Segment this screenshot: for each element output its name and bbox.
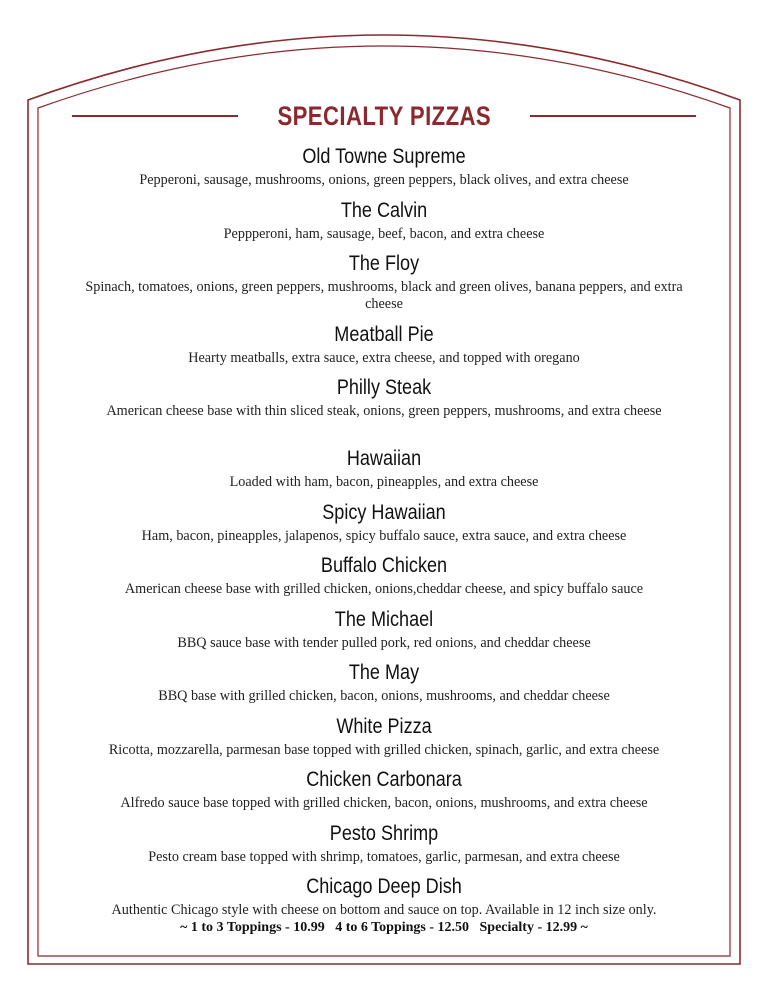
- pizza-item: [74, 875, 694, 919]
- pizza-item: [74, 715, 694, 759]
- pizza-item: [74, 323, 694, 367]
- pizza-description: BBQ sauce base with tender pulled pork, red onions, and cheddar cheese: [177, 635, 591, 651]
- pizza-name: White Pizza: [336, 715, 432, 738]
- pizza-description: American cheese base with thin sliced steak, onions, green peppers, mushrooms, and extra cheese: [106, 403, 662, 419]
- pizza-item: [74, 822, 694, 866]
- pizza-description: Peppperoni, ham, sausage, beef, bacon, and extra cheese: [223, 226, 545, 242]
- pizza-name: Chicago Deep Dish: [306, 875, 462, 898]
- pizza-item: [74, 501, 694, 545]
- pizza-item: [74, 661, 694, 705]
- pricing-line: ~ 1 to 3 Toppings - 10.99 4 to 6 Toppings - 12.50 Specialty - 12.99 ~: [180, 920, 588, 935]
- pizza-description: Pepperoni, sausage, mushrooms, onions, green peppers, black olives, and extra cheese: [139, 172, 629, 188]
- pizza-item: [74, 376, 694, 420]
- pizza-name: Buffalo Chicken: [320, 554, 448, 577]
- pizza-name: Old Towne Supreme: [302, 145, 466, 168]
- pizza-name: Philly Steak: [336, 376, 432, 399]
- pizza-item: [74, 145, 694, 189]
- pizza-description: Ricotta, mozzarella, parmesan base topped with grilled chicken, spinach, garlic, and extra cheese: [108, 742, 660, 758]
- pizza-name: The May: [348, 661, 420, 684]
- pizza-description: BBQ base with grilled chicken, bacon, onions, mushrooms, and cheddar cheese: [158, 688, 610, 704]
- pizza-description: Ham, bacon, pineapples, jalapenos, spicy buffalo sauce, extra sauce, and extra cheese: [141, 528, 627, 544]
- pizza-description: American cheese base with grilled chicken, onions,cheddar cheese, and spicy buffalo sauce: [124, 581, 644, 597]
- pizza-description: Loaded with ham, bacon, pineapples, and extra cheese: [229, 474, 539, 490]
- title-rule-left: [72, 115, 238, 117]
- menu-header: [72, 96, 696, 136]
- pizza-name: Pesto Shrimp: [329, 822, 439, 845]
- pizza-description: Authentic Chicago style with cheese on bottom and sauce on top. Available in 12 inch size only.: [111, 902, 657, 918]
- title-rule-right: [530, 115, 696, 117]
- pizza-description: Spinach, tomatoes, onions, green peppers, mushrooms, black and green olives, banana peppers, and extra cheese: [85, 279, 683, 312]
- pizza-item: [74, 447, 694, 491]
- pizza-description: Pesto cream base topped with shrimp, tomatoes, garlic, parmesan, and extra cheese: [148, 849, 620, 865]
- pizza-description: Alfredo sauce base topped with grilled chicken, bacon, onions, mushrooms, and extra cheese: [120, 795, 648, 811]
- page-title: SPECIALTY PIZZAS: [277, 100, 491, 131]
- pizza-name: Hawaiian: [346, 447, 422, 470]
- pizza-item: [74, 554, 694, 598]
- pizza-item: [74, 768, 694, 812]
- pizza-name: Spicy Hawaiian: [322, 501, 446, 524]
- pizza-name: The Michael: [334, 608, 434, 631]
- pizza-item: [74, 608, 694, 652]
- pizza-item: [74, 199, 694, 243]
- pizza-name: Chicken Carbonara: [306, 768, 462, 791]
- pizza-item: [74, 252, 694, 313]
- pizza-description: Hearty meatballs, extra sauce, extra cheese, and topped with oregano: [188, 350, 580, 366]
- pizza-name: Meatball Pie: [334, 323, 434, 346]
- pizza-name: The Calvin: [340, 199, 428, 222]
- pizza-name: The Floy: [348, 252, 420, 275]
